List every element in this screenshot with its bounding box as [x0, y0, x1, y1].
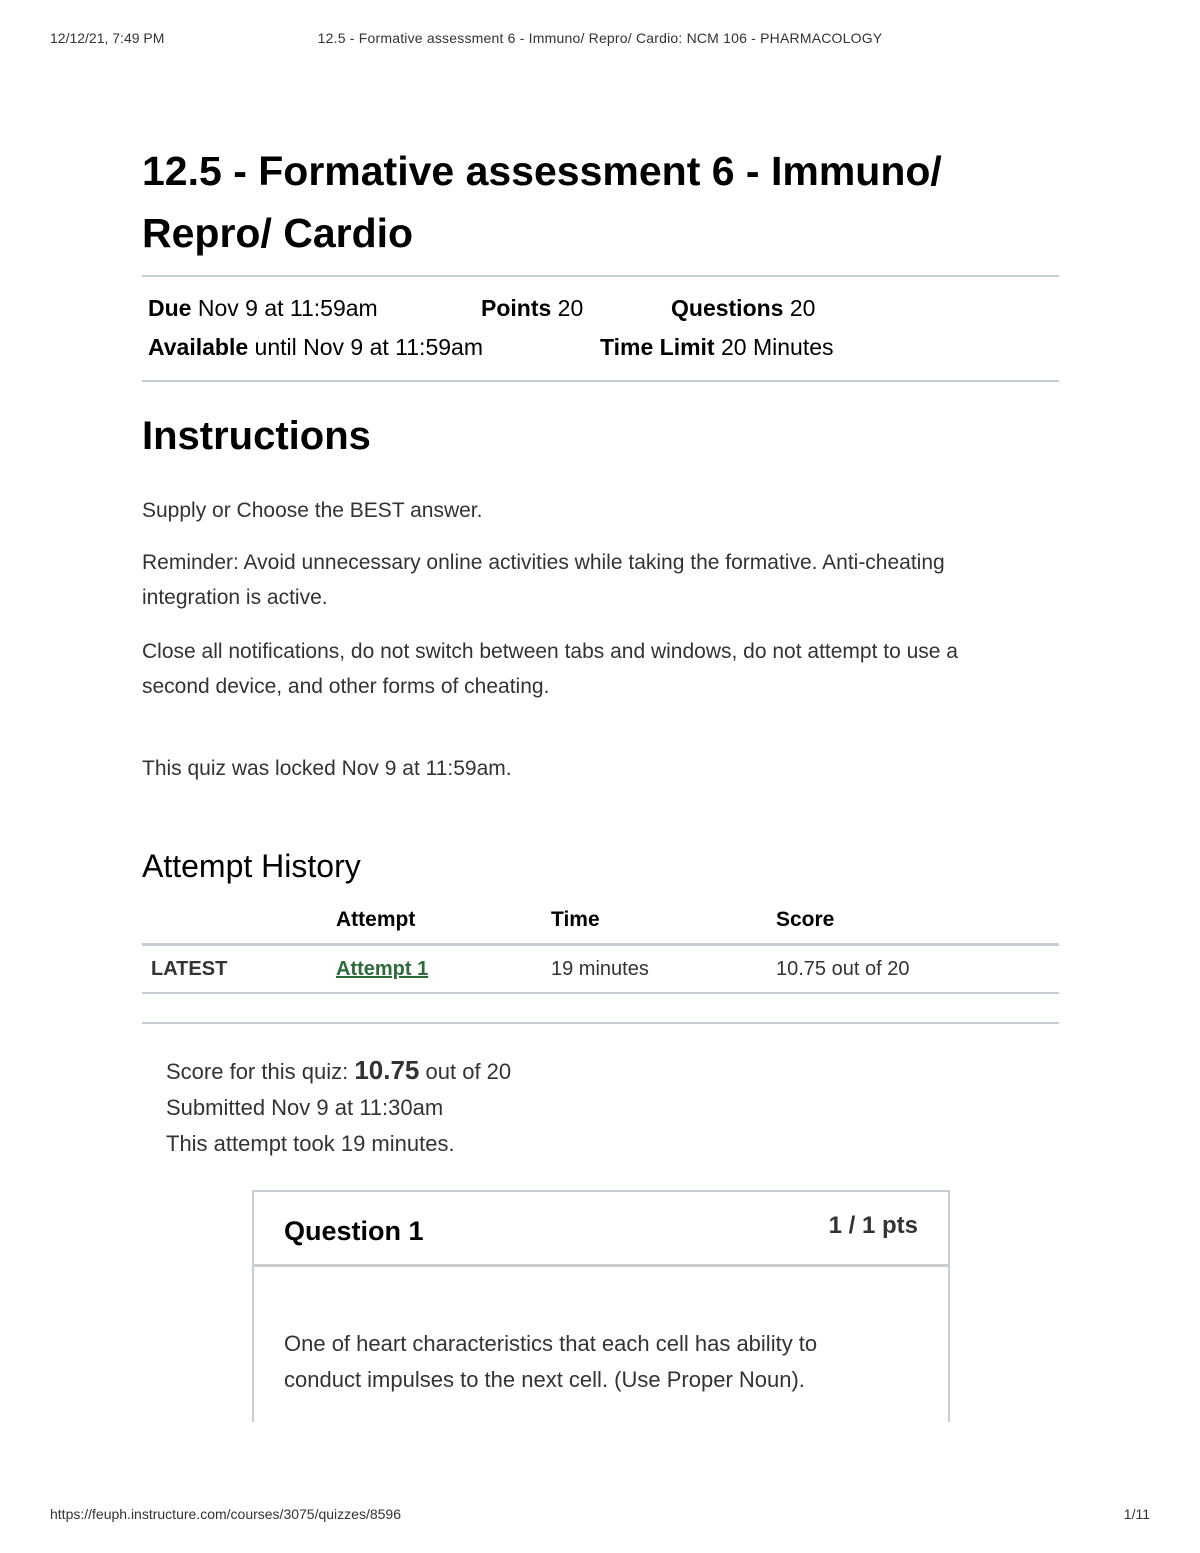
print-datetime: 12/12/21, 7:49 PM: [50, 30, 165, 46]
attempt-history-table: [142, 903, 1059, 994]
question-title: Question 1: [284, 1216, 424, 1246]
print-header: [50, 30, 1150, 50]
quiz-content: [142, 140, 1059, 1162]
quiz-details: [142, 277, 1059, 380]
question-points: 1 / 1 pts: [828, 1212, 918, 1239]
column-header-attempt: Attempt: [336, 903, 551, 945]
attempt-summary: [166, 1052, 1059, 1162]
print-url: https://feuph.instructure.com/courses/3075/quizzes/8596: [50, 1506, 401, 1522]
table-row: [142, 945, 1059, 994]
latest-tag: LATEST: [142, 945, 336, 994]
column-header-score: Score: [776, 903, 1059, 945]
availability: Available until Nov 9 at 11:59am: [148, 334, 483, 360]
page-title: [142, 140, 1059, 264]
instruction-warning: Close all notifications, do not switch between tabs and windows, do not attempt to use a second device, and other forms of cheating.: [142, 640, 958, 698]
question-card: [252, 1190, 950, 1422]
attempt-link[interactable]: Attempt 1: [336, 957, 429, 980]
page-title-line-2: Repro/ Cardio: [142, 210, 414, 256]
page-number: 1/11: [1123, 1506, 1150, 1522]
divider: [142, 380, 1059, 382]
instructions-heading: Instructions: [142, 414, 371, 458]
time-limit: Time Limit 20 Minutes: [600, 334, 834, 360]
column-header-time: Time: [551, 903, 776, 945]
instruction-reminder: Reminder: Avoid unnecessary online activities while taking the formative. Anti-cheating integration is active.: [142, 551, 945, 609]
submitted-date: Submitted Nov 9 at 11:30am: [166, 1095, 444, 1120]
instruction-text: Supply or Choose the BEST answer.: [142, 499, 483, 522]
quiz-score: Score for this quiz: 10.75 out of 20: [166, 1055, 512, 1085]
page-title-line-1: 12.5 - Formative assessment 6 - Immuno/: [142, 148, 942, 194]
attempt-duration: This attempt took 19 minutes.: [166, 1131, 455, 1156]
points: Points 20: [481, 295, 584, 321]
locked-notice: This quiz was locked Nov 9 at 11:59am.: [142, 757, 512, 780]
question-text: One of heart characteristics that each cell has ability to conduct impulses to the next cell. (Use Proper Noun).: [284, 1331, 818, 1392]
question-header: [254, 1192, 948, 1267]
attempt-time: 19 minutes: [551, 945, 776, 994]
column-header: [142, 903, 336, 945]
print-document-title: 12.5 - Formative assessment 6 - Immuno/ Repro/ Cardio: NCM 106 - PHARMACOLOGY: [317, 30, 883, 46]
due-date: Due Nov 9 at 11:59am: [148, 295, 378, 321]
divider: [142, 1022, 1059, 1024]
attempt-history-heading: Attempt History: [142, 848, 361, 884]
question-count: Questions 20: [671, 295, 816, 321]
attempt-score: 10.75 out of 20: [776, 945, 1059, 994]
table-header-row: [142, 903, 1059, 945]
quiz-score-value: 10.75: [354, 1055, 420, 1085]
print-footer: [50, 1506, 1150, 1526]
